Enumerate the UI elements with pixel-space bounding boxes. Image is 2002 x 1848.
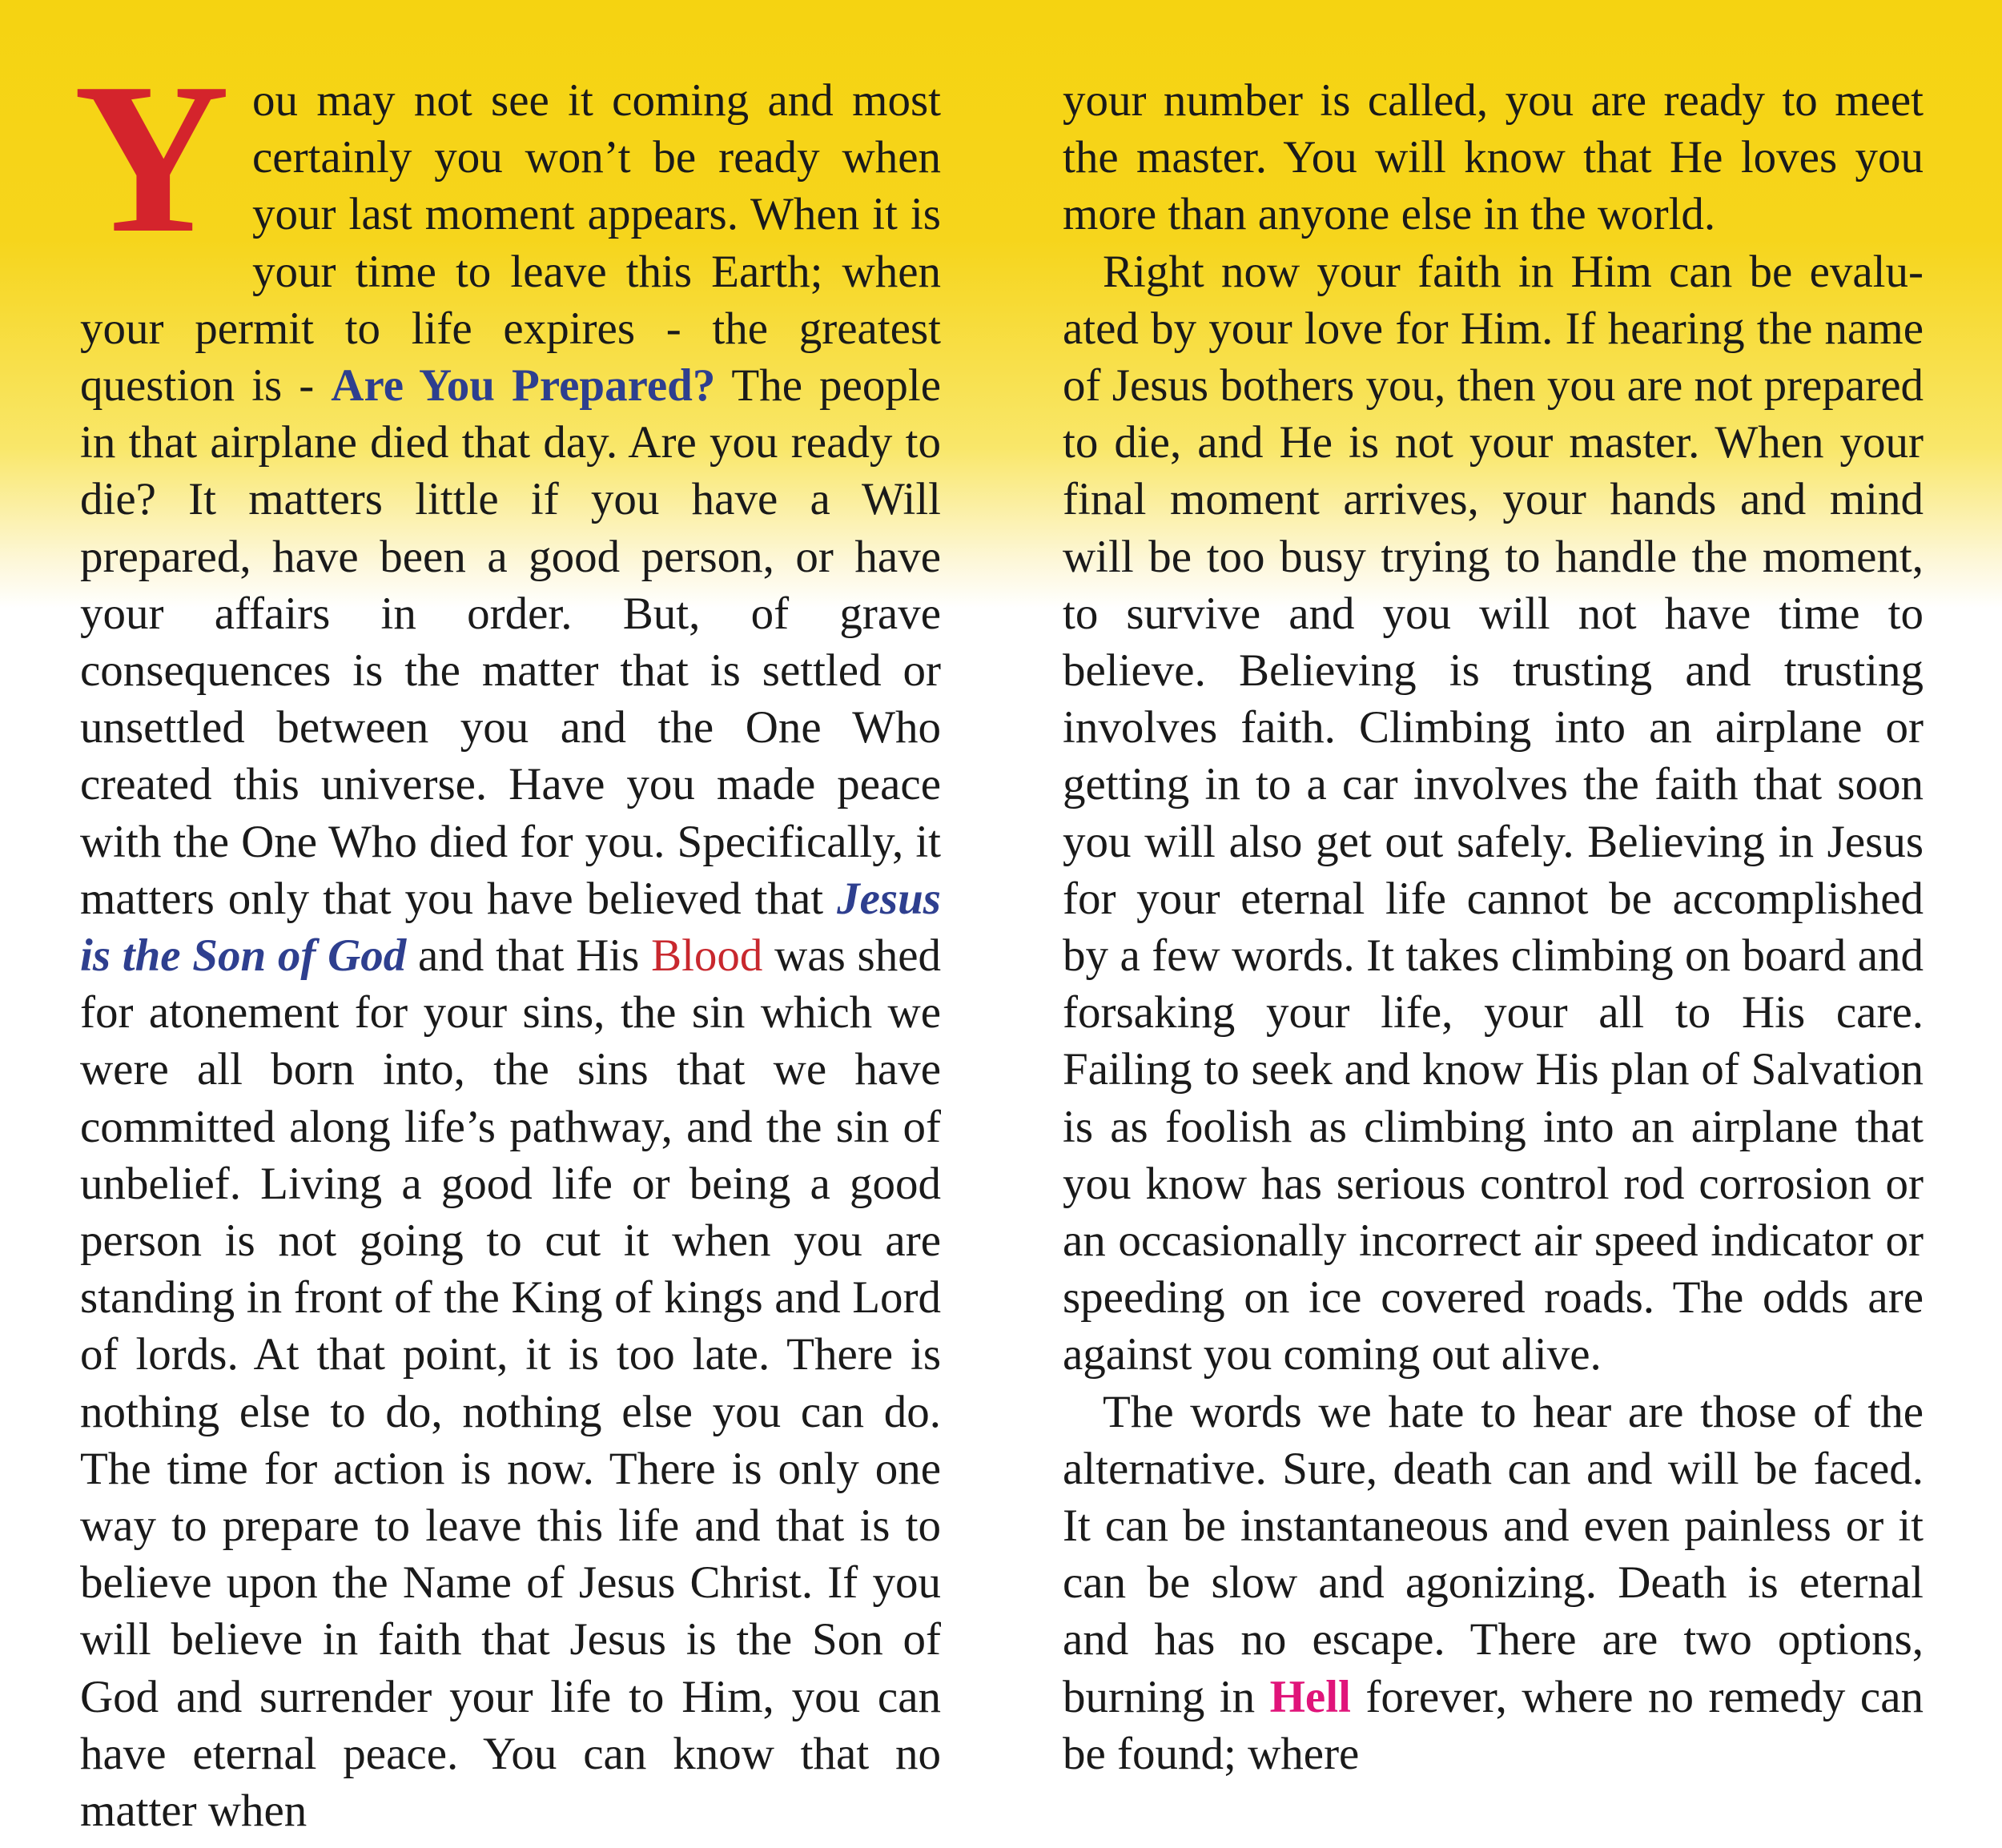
paragraph <box>1063 1384 1924 1782</box>
left-column <box>74 38 941 1839</box>
paragraph <box>74 38 941 1839</box>
emphasis-are-you-prepared: Are You Prepared? <box>331 360 716 412</box>
body-text: was shed for atonement for your sins, the sin which we were all born into, the sins that we have committed along life’s pathway, and the sin of unbelief. Living a good life or being a good person is not going to cut it when you are standing in front of the King of kings and Lord of lords. At that point, it is too late. There is nothing else to do, nothing else you can do. The time for action is now. There is only one way to prepare to leave this life and that is to believe upon the Name of Jesus Christ. If you will believe in faith that Jesus is the Son of God and surrender your life to Him, you can have eternal peace. You can know that no matter when <box>80 930 941 1837</box>
body-text: The words we hate to hear are those of the alternative. Sure, death can and will be faced. It can be instantaneous and even painless or it can be slow and agonizing. Death is eternal and has no escape. There are two options, burning in <box>1063 1386 1924 1722</box>
drop-cap: Y <box>74 38 230 278</box>
emphasis-hell: Hell <box>1269 1671 1351 1722</box>
paragraph: Right now your faith in Him can be evaluated by your love for Him. If hearing the name of Jesus bothers you, then you are not prepared to die, and He is not your master. When your final moment arrives, your hands and mind will be too busy trying to handle the moment, to survive and you will not have time to believe. Believing is trusting and trusting involves faith. Climbing into an airplane or getting in to a car involves the faith that soon you will also get out safely. Believing in Jesus for your eternal life cannot be accomplished by a few words. It takes climbing on board and forsaking your life, your all to His care. Failing to seek and know His plan of Salvation is as foolish as climbing into an airplane that you know has serious control rod corrosion or an occasionally incorrect air speed indicator or speeding on ice covered roads. The odds are against you coming out alive. <box>1063 246 1924 1380</box>
body-text: ou may not see it coming and most certainly you won’t be ready when your last moment appears. When it is your time to leave this Earth; when your permit to life expires - the greatest question is - <box>80 75 941 412</box>
emphasis-jesus-son-of-god: Jesus is the Son of God <box>80 873 941 982</box>
paragraph: your number is called, you are ready to meet the master. You will know that He loves you more than anyone else in the world. <box>1063 75 1924 240</box>
right-column <box>1063 72 1924 1782</box>
body-text: and that His <box>406 930 652 982</box>
emphasis-blood: Blood <box>651 930 763 982</box>
body-text: The people in that airplane died that day. Are you ready to die? It matters little if you have a Will prepared, have been a good person, or have your affairs in order. But, of grave consequences is the matter that is settled or unsettled between you and the One Who created this universe. Have you made peace with the One Who died for you. Specifically, it matters only that you have believed that <box>80 360 941 924</box>
body-text: forever, where no remedy can be found; where <box>1063 1671 1924 1779</box>
